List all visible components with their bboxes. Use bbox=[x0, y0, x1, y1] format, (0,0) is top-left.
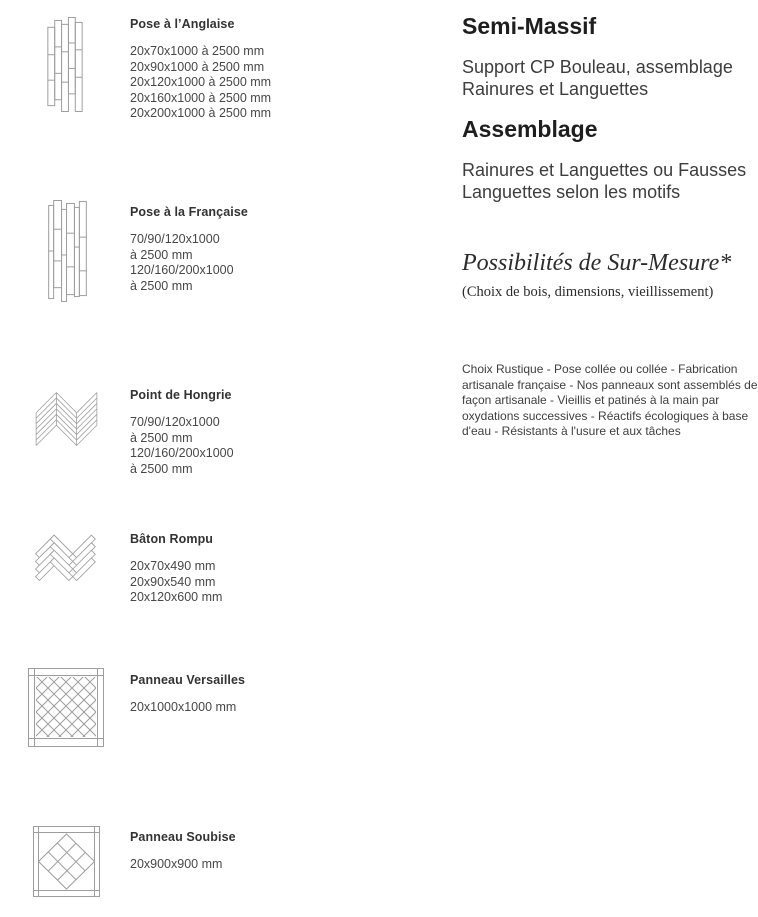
pattern-name: Panneau Soubise bbox=[130, 830, 236, 844]
assembly-heading: Assemblage bbox=[462, 116, 598, 142]
assembly-body: Rainures et Languettes ou Fausses Languettes selon les motifs bbox=[462, 160, 747, 202]
hungarian-point-chevron-icon bbox=[33, 388, 100, 450]
pattern-dimension: 70/90/120x1000 bbox=[130, 232, 220, 246]
pattern-name: Panneau Versailles bbox=[130, 673, 246, 687]
pattern-block-hongrie bbox=[130, 387, 360, 477]
pattern-dimension: 20x90x540 mm bbox=[130, 574, 216, 589]
features-note: Choix Rustique - Pose collée ou collée - Fabrication artisanale française - Nos panneaux sont assemblés de façon artisanale - Vieillis et patinés à la main par oxydations successives - Réactifs écologiques à base d'eau - Résistants à l'usure et aux tâches bbox=[462, 362, 758, 439]
pattern-dimension: 70/90/120x1000 bbox=[130, 415, 220, 429]
pattern-dimension: à 2500 mm bbox=[130, 278, 193, 293]
french-bond-planks-icon bbox=[48, 199, 87, 304]
pattern-block-baton-rompu bbox=[130, 531, 360, 606]
pattern-dimension: 20x70x490 mm bbox=[130, 559, 216, 573]
pattern-name: Pose à l’Anglaise bbox=[130, 17, 235, 31]
versailles-panel-icon bbox=[28, 668, 104, 747]
pattern-block-anglaise bbox=[130, 16, 360, 122]
custom-options-subtitle: (Choix de bois, dimensions, vieillissement) bbox=[462, 284, 714, 300]
pattern-dimension: à 2500 mm bbox=[130, 461, 193, 476]
pattern-name: Pose à la Française bbox=[130, 205, 248, 219]
soubise-panel-icon bbox=[33, 826, 100, 897]
pattern-block-versailles bbox=[130, 672, 360, 716]
pattern-dimension: 120/160/200x1000 bbox=[130, 446, 234, 461]
pattern-name: Point de Hongrie bbox=[130, 388, 232, 402]
pattern-dimension: 20x70x1000 à 2500 mm bbox=[130, 44, 265, 58]
pattern-dimension: 120/160/200x1000 bbox=[130, 263, 234, 278]
construction-body: Support CP Bouleau, assemblage Rainures et Languettes bbox=[462, 57, 733, 99]
pattern-dimension: 20x120x600 mm bbox=[130, 590, 223, 605]
construction-heading: Semi-Massif bbox=[462, 13, 597, 39]
pattern-dimension: à 2500 mm bbox=[130, 430, 193, 445]
english-bond-planks-icon bbox=[47, 17, 83, 113]
herringbone-icon bbox=[33, 528, 99, 588]
pattern-dimension: 20x1000x1000 mm bbox=[130, 700, 237, 714]
pattern-name: Bâton Rompu bbox=[130, 532, 214, 546]
pattern-dimension: 20x200x1000 à 2500 mm bbox=[130, 106, 272, 121]
pattern-dimension: 20x90x1000 à 2500 mm bbox=[130, 59, 265, 74]
pattern-block-francaise bbox=[130, 204, 360, 294]
pattern-dimension: 20x160x1000 à 2500 mm bbox=[130, 90, 272, 105]
pattern-dimension: 20x900x900 mm bbox=[130, 857, 223, 871]
custom-options-heading: Possibilités de Sur-Mesure* bbox=[462, 250, 732, 276]
pattern-dimension: 20x120x1000 à 2500 mm bbox=[130, 75, 272, 90]
pattern-dimension: à 2500 mm bbox=[130, 247, 193, 262]
pattern-block-soubise bbox=[130, 829, 360, 873]
